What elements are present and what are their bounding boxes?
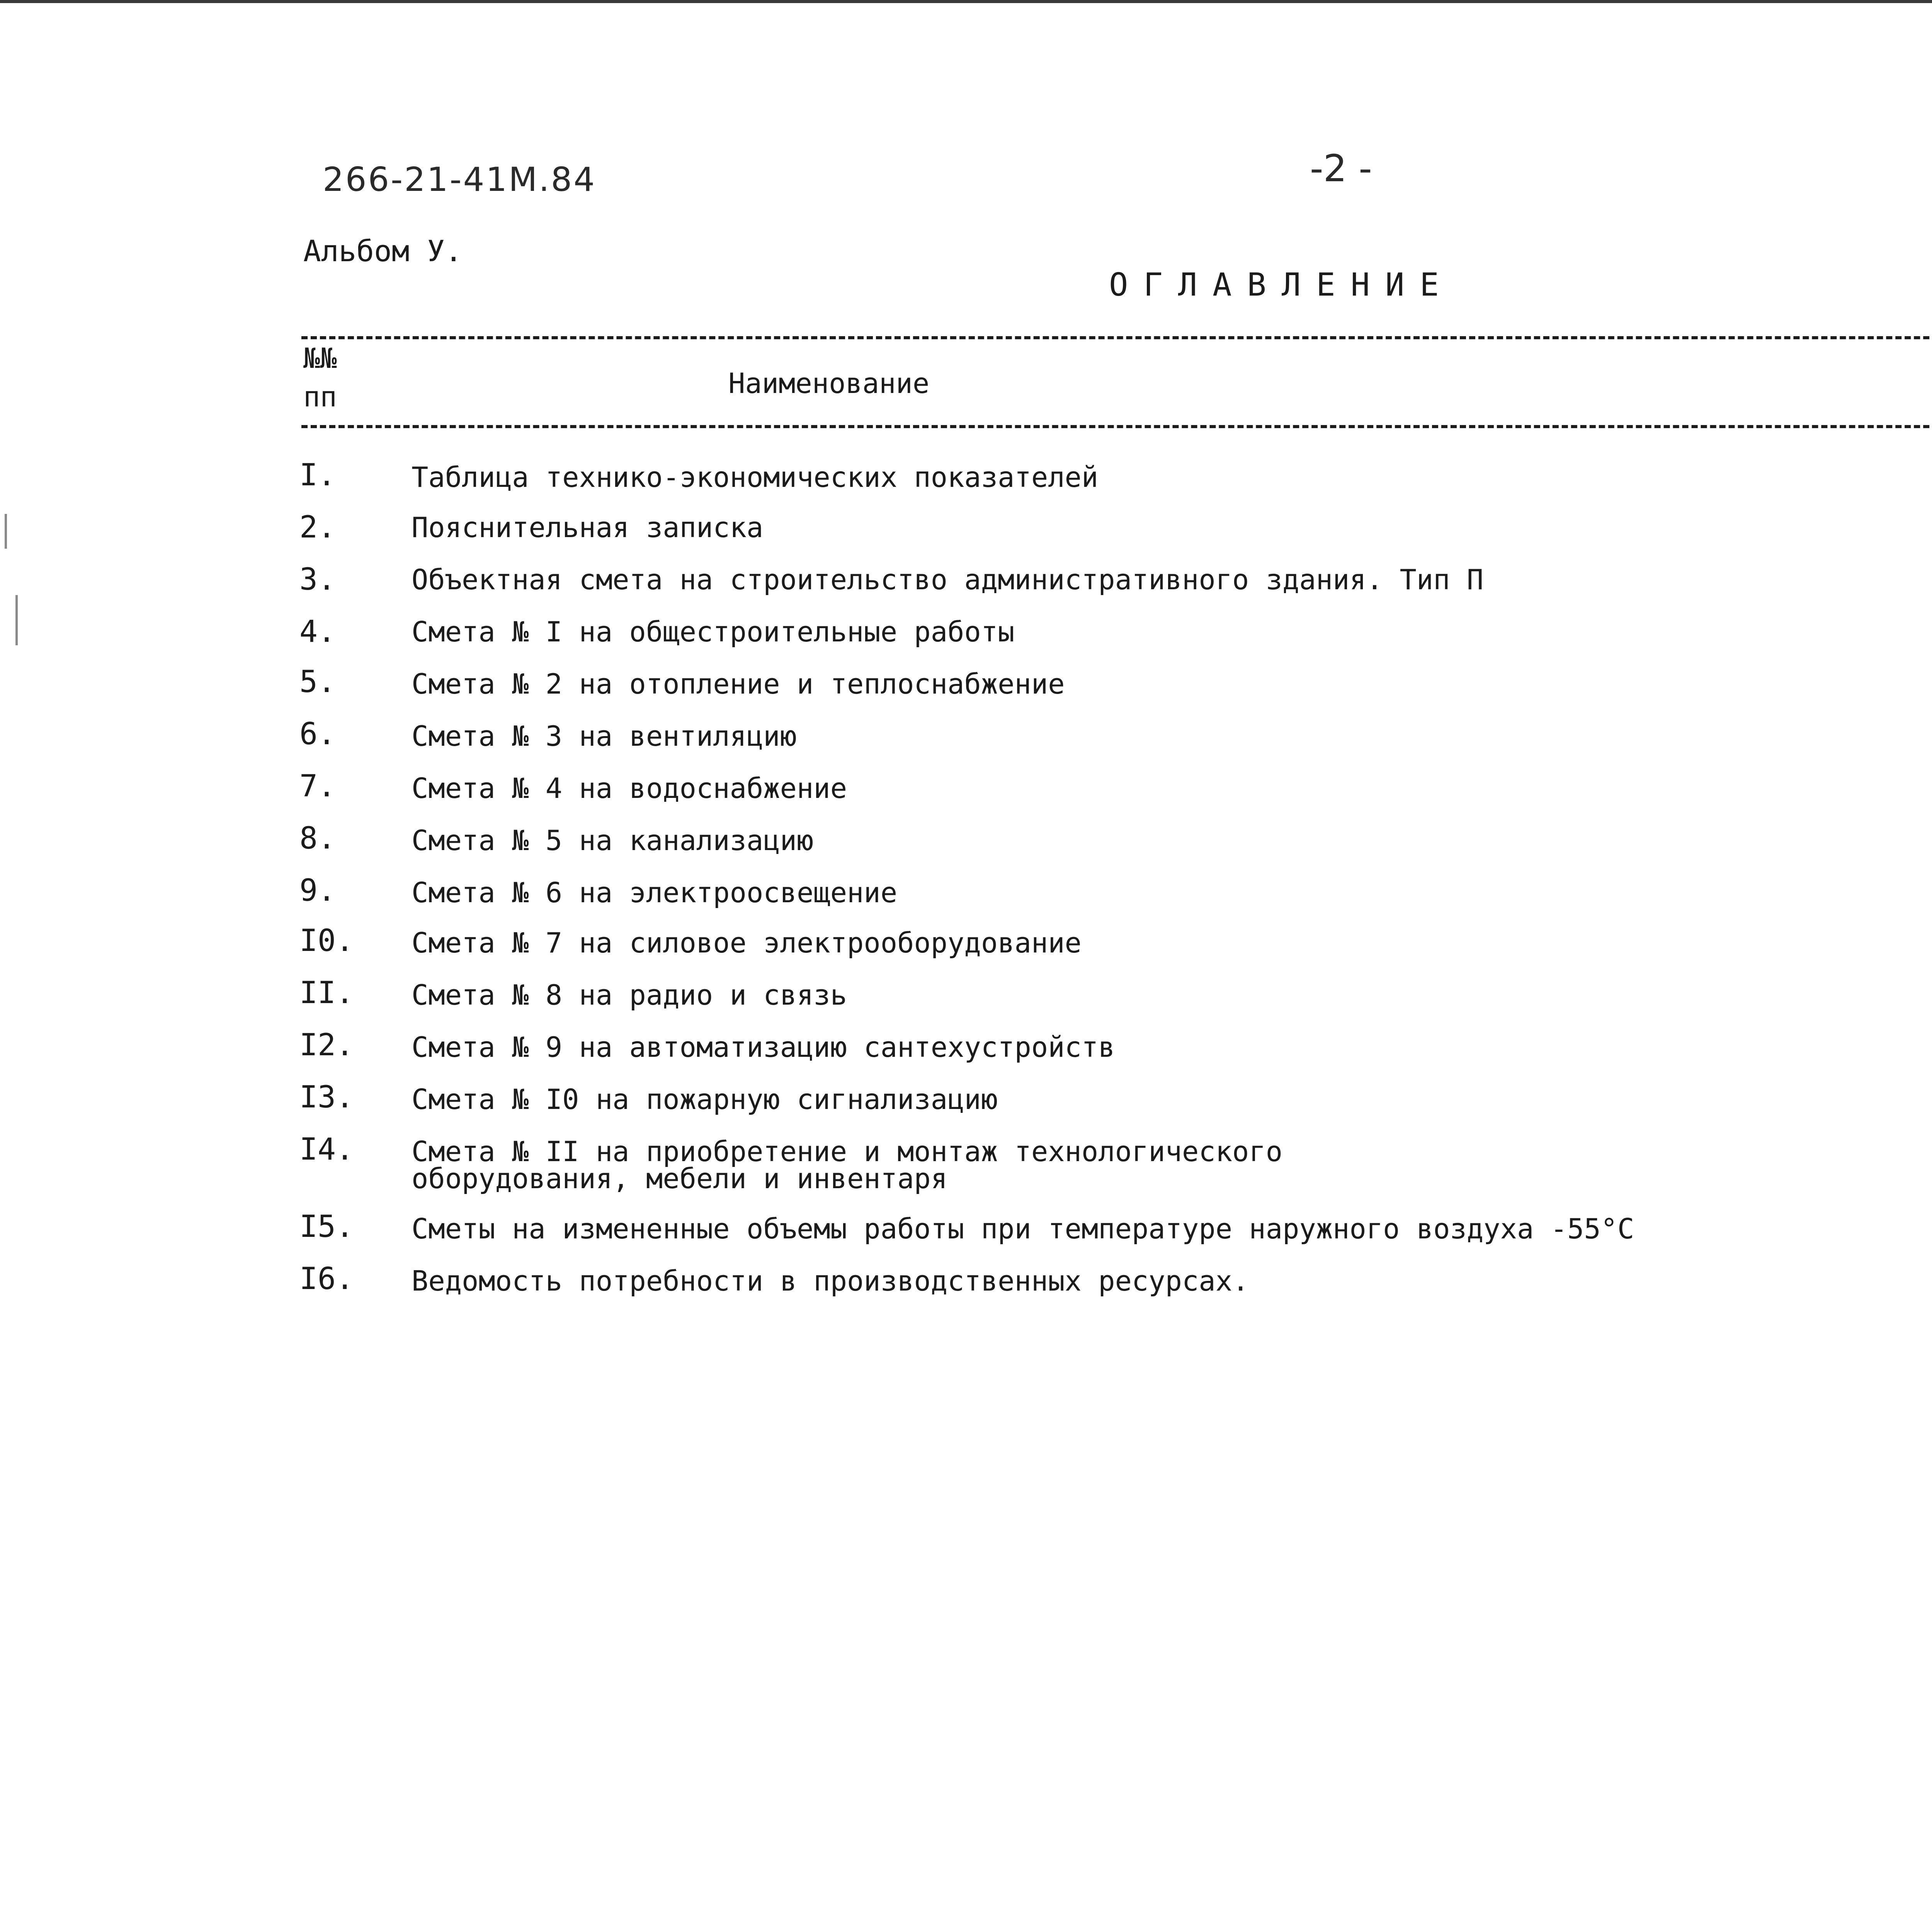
row-number: I0.	[299, 923, 354, 958]
row-number: I5.	[299, 1209, 354, 1244]
row-title: Смета № 3 на вентиляцию	[412, 720, 797, 752]
row-title: Смета № 5 на канализацию	[412, 824, 814, 857]
row-title: Смета № 8 на радио и связь	[412, 979, 847, 1011]
row-title: Смета № 4 на водоснабжение	[412, 772, 847, 804]
page-number: -2 -	[1310, 147, 1372, 190]
row-number: I2.	[299, 1028, 354, 1063]
row-number: 3.	[299, 562, 336, 597]
row-number: II.	[299, 976, 354, 1010]
scan-top-edge	[0, 0, 1932, 3]
row-number: 4.	[299, 614, 336, 649]
scan-mark	[15, 595, 18, 645]
col-name-header: Наименование	[728, 367, 930, 400]
row-number: I4.	[299, 1132, 354, 1167]
row-title: Смета № 9 на автоматизацию сантехустройств	[412, 1031, 1115, 1063]
row-title: Таблица технико-экономических показателей	[412, 461, 1099, 493]
row-number: I6.	[299, 1262, 354, 1296]
row-title: Пояснительная записка	[412, 511, 764, 544]
row-title: Смета № 2 на отопление и теплоснабжение	[412, 668, 1065, 700]
album-label: Альбом У.	[303, 234, 463, 268]
row-number: 9.	[299, 873, 336, 908]
col-num-header-line1: №№	[303, 342, 337, 374]
row-number: I3.	[299, 1080, 354, 1115]
series-code: 266-21-41М.84	[323, 160, 597, 199]
row-title-continuation: оборудования, мебели и инвентаря	[412, 1162, 948, 1195]
row-title: Смета № 7 на силовое электрооборудование	[412, 927, 1082, 959]
row-title: Объектная смета на строительство административного здания. Тип П	[412, 563, 1484, 596]
row-title: Смета № I0 на пожарную сигнализацию	[412, 1083, 998, 1116]
row-title: Смета № II на приобретение и монтаж технологического	[412, 1135, 1283, 1168]
row-title: Ведомость потребности в производственных ресурсах.	[412, 1265, 1249, 1297]
row-title: Сметы на измененные объемы работы при температуре наружного воздуха -55°С	[412, 1213, 1634, 1245]
row-number: 8.	[299, 821, 336, 856]
row-number: 6.	[299, 717, 336, 752]
row-number: 5.	[299, 665, 336, 699]
row-title: Смета № 6 на электроосвещение	[412, 876, 898, 909]
table-top-rule	[301, 336, 1932, 339]
row-title: Смета № I на общестроительные работы	[412, 616, 1015, 648]
row-number: 7.	[299, 769, 336, 804]
row-number: I.	[299, 458, 336, 493]
table-header-rule	[301, 425, 1932, 428]
page-title: ОГЛАВЛЕНИЕ	[1109, 267, 1454, 303]
row-number: 2.	[299, 510, 336, 545]
scan-mark	[5, 514, 7, 549]
col-num-header-line2: пп	[303, 381, 337, 413]
